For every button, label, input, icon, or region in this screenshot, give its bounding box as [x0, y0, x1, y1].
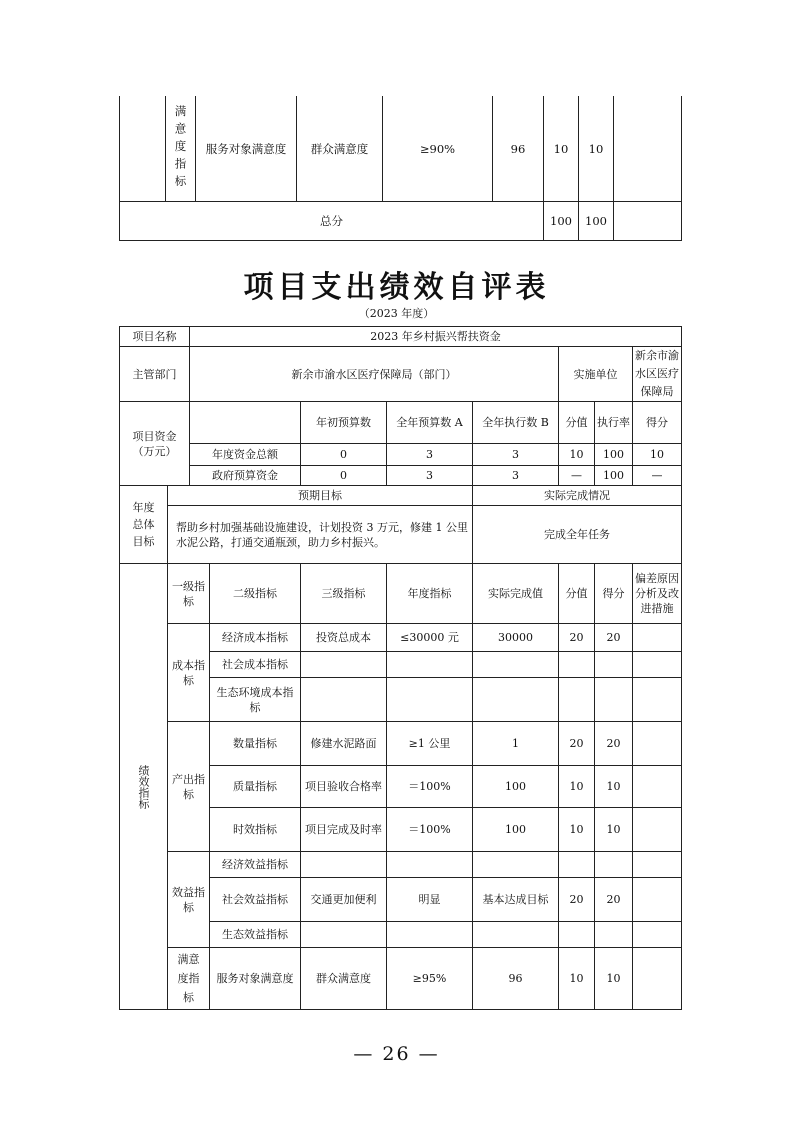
ind-level3: 投资总成本	[301, 624, 387, 652]
funds-label-line2: （万元）	[132, 444, 177, 458]
ind-weight	[559, 678, 595, 722]
funds-label	[120, 402, 190, 486]
funds-row-label: 年度资金总额	[190, 444, 301, 466]
ind-level3	[301, 678, 387, 722]
ind-level2: 生态效益指标	[210, 922, 301, 948]
ind-deviation	[633, 624, 682, 652]
ind-deviation	[633, 652, 682, 678]
funds-full-year: 3	[387, 444, 473, 466]
ind-actual	[473, 922, 559, 948]
col-actual: 实际完成值	[473, 564, 559, 624]
department-value: 新余市渝水区医疗保障局（部门）	[190, 347, 559, 402]
col-deviation: 偏差原因分析及改进措施	[633, 564, 682, 624]
col-ind-weight: 分值	[559, 564, 595, 624]
indicator-row	[120, 852, 682, 878]
col-full-year-budget: 全年预算数 A	[387, 402, 473, 444]
funds-row	[120, 444, 682, 466]
ind-deviation	[633, 922, 682, 948]
project-name-label: 项目名称	[120, 327, 190, 347]
ind-actual	[473, 678, 559, 722]
form-title: 项目支出绩效自评表	[243, 270, 550, 305]
actual-goals-text: 完成全年任务	[473, 506, 682, 564]
ind-target: ≤30000 元	[387, 624, 473, 652]
ind-target: ＝100%	[387, 766, 473, 808]
ind-level3	[301, 922, 387, 948]
indicator-row	[120, 624, 682, 652]
col-executed: 全年执行数 B	[473, 402, 559, 444]
ind-target	[387, 852, 473, 878]
ind-deviation	[633, 722, 682, 766]
ind-weight	[559, 922, 595, 948]
ind-actual: 1	[473, 722, 559, 766]
ind-level2: 经济效益指标	[210, 852, 301, 878]
ind-weight	[559, 652, 595, 678]
ind-level2: 经济成本指标	[210, 624, 301, 652]
project-name-value: 2023 年乡村振兴帮扶资金	[190, 327, 682, 347]
ind-score	[595, 852, 633, 878]
funds-row-label: 政府预算资金	[190, 466, 301, 486]
total-weight: 100	[544, 202, 579, 241]
expected-goals-text: 帮助乡村加强基础设施建设，计划投资 3 万元，修建 1 公里水泥公路，打通交通瓶颈，助力乡村振兴。	[168, 506, 473, 564]
ind-level2: 时效指标	[210, 808, 301, 852]
col-level3: 三级指标	[301, 564, 387, 624]
ind-deviation	[633, 808, 682, 852]
impl-unit-value: 新余市渝水区医疗保障局	[633, 347, 682, 402]
indicator-row	[120, 948, 682, 1010]
total-row	[120, 202, 682, 241]
ind-actual	[473, 852, 559, 878]
funds-initial: 0	[301, 444, 387, 466]
actual-goals-header: 实际完成情况	[473, 486, 682, 506]
indicator-header-row	[120, 564, 682, 624]
indicators-section-label: 绩效指标	[120, 564, 168, 1010]
ind-target	[387, 652, 473, 678]
ind-target: ≥1 公里	[387, 722, 473, 766]
ind-level3: 修建水泥路面	[301, 722, 387, 766]
ind-target: ＝100%	[387, 808, 473, 852]
total-note	[614, 202, 682, 241]
group-satisfaction-label: 满意度指标	[168, 948, 210, 1010]
goals-row	[120, 506, 682, 564]
ind-score	[595, 678, 633, 722]
score-cell: 10	[579, 96, 614, 202]
ind-weight: 10	[559, 808, 595, 852]
total-score: 100	[579, 202, 614, 241]
ind-level3: 交通更加便利	[301, 878, 387, 922]
actual-cell: 96	[493, 96, 544, 202]
ind-level3	[301, 852, 387, 878]
col-target: 年度指标	[387, 564, 473, 624]
col-level2: 二级指标	[210, 564, 301, 624]
previous-table-continuation	[119, 96, 682, 241]
col-score: 得分	[633, 402, 682, 444]
group-cost-label: 成本指标	[168, 624, 210, 722]
ind-score	[595, 922, 633, 948]
self-evaluation-table	[119, 326, 682, 1010]
ind-level3: 项目完成及时率	[301, 808, 387, 852]
ind-weight: 10	[559, 948, 595, 1010]
indicator-row	[120, 722, 682, 766]
ind-level2: 数量指标	[210, 722, 301, 766]
note-cell	[614, 96, 682, 202]
ind-actual: 96	[473, 948, 559, 1010]
ind-actual	[473, 652, 559, 678]
ind-actual: 30000	[473, 624, 559, 652]
funds-full-year: 3	[387, 466, 473, 486]
form-year: （2023 年度）	[358, 307, 435, 320]
ind-weight	[559, 852, 595, 878]
col-exec-rate: 执行率	[595, 402, 633, 444]
ind-target: 明显	[387, 878, 473, 922]
funds-weight: —	[559, 466, 595, 486]
ind-score: 10	[595, 808, 633, 852]
satisfaction-row	[120, 96, 682, 202]
ind-actual: 基本达成目标	[473, 878, 559, 922]
ind-level2: 社会效益指标	[210, 878, 301, 922]
ind-score: 20	[595, 624, 633, 652]
col-ind-score: 得分	[595, 564, 633, 624]
target-cell: ≥90%	[383, 96, 493, 202]
ind-weight: 20	[559, 878, 595, 922]
ind-target	[387, 922, 473, 948]
ind-level2: 质量指标	[210, 766, 301, 808]
ind-weight: 10	[559, 766, 595, 808]
ind-score	[595, 652, 633, 678]
level1-cell: 满意度指标	[166, 96, 196, 202]
group-output-label: 产出指标	[168, 722, 210, 852]
goals-label: 年度总体目标	[120, 486, 168, 564]
funds-score: —	[633, 466, 682, 486]
ind-score: 20	[595, 878, 633, 922]
funds-executed: 3	[473, 444, 559, 466]
ind-level3: 群众满意度	[301, 948, 387, 1010]
funds-header-blank	[190, 402, 301, 444]
ind-score: 20	[595, 722, 633, 766]
ind-deviation	[633, 852, 682, 878]
project-name-row	[120, 327, 682, 347]
empty-cell	[120, 96, 166, 202]
col-level1: 一级指标	[168, 564, 210, 624]
funds-executed: 3	[473, 466, 559, 486]
ind-level2: 生态环境成本指标	[210, 678, 301, 722]
funds-header-row	[120, 402, 682, 444]
group-benefit-label: 效益指标	[168, 852, 210, 948]
total-label: 总分	[120, 202, 544, 241]
funds-initial: 0	[301, 466, 387, 486]
funds-row	[120, 466, 682, 486]
ind-level2: 社会成本指标	[210, 652, 301, 678]
funds-weight: 10	[559, 444, 595, 466]
ind-actual: 100	[473, 808, 559, 852]
funds-label-line1: 项目资金	[132, 429, 177, 443]
level3-cell: 群众满意度	[297, 96, 383, 202]
goals-header-row	[120, 486, 682, 506]
page-number: — 26 —	[353, 1043, 440, 1065]
ind-deviation	[633, 678, 682, 722]
funds-exec-rate: 100	[595, 466, 633, 486]
ind-level3	[301, 652, 387, 678]
level2-cell: 服务对象满意度	[196, 96, 297, 202]
col-weight: 分值	[559, 402, 595, 444]
funds-exec-rate: 100	[595, 444, 633, 466]
ind-actual: 100	[473, 766, 559, 808]
ind-target	[387, 678, 473, 722]
ind-deviation	[633, 878, 682, 922]
col-initial-budget: 年初预算数	[301, 402, 387, 444]
department-row	[120, 347, 682, 402]
ind-target: ≥95%	[387, 948, 473, 1010]
ind-level2: 服务对象满意度	[210, 948, 301, 1010]
impl-unit-label: 实施单位	[559, 347, 633, 402]
department-label: 主管部门	[120, 347, 190, 402]
ind-weight: 20	[559, 624, 595, 652]
ind-level3: 项目验收合格率	[301, 766, 387, 808]
ind-weight: 20	[559, 722, 595, 766]
ind-deviation	[633, 766, 682, 808]
weight-cell: 10	[544, 96, 579, 202]
ind-score: 10	[595, 948, 633, 1010]
expected-goals-header: 预期目标	[168, 486, 473, 506]
funds-score: 10	[633, 444, 682, 466]
ind-deviation	[633, 948, 682, 1010]
ind-score: 10	[595, 766, 633, 808]
